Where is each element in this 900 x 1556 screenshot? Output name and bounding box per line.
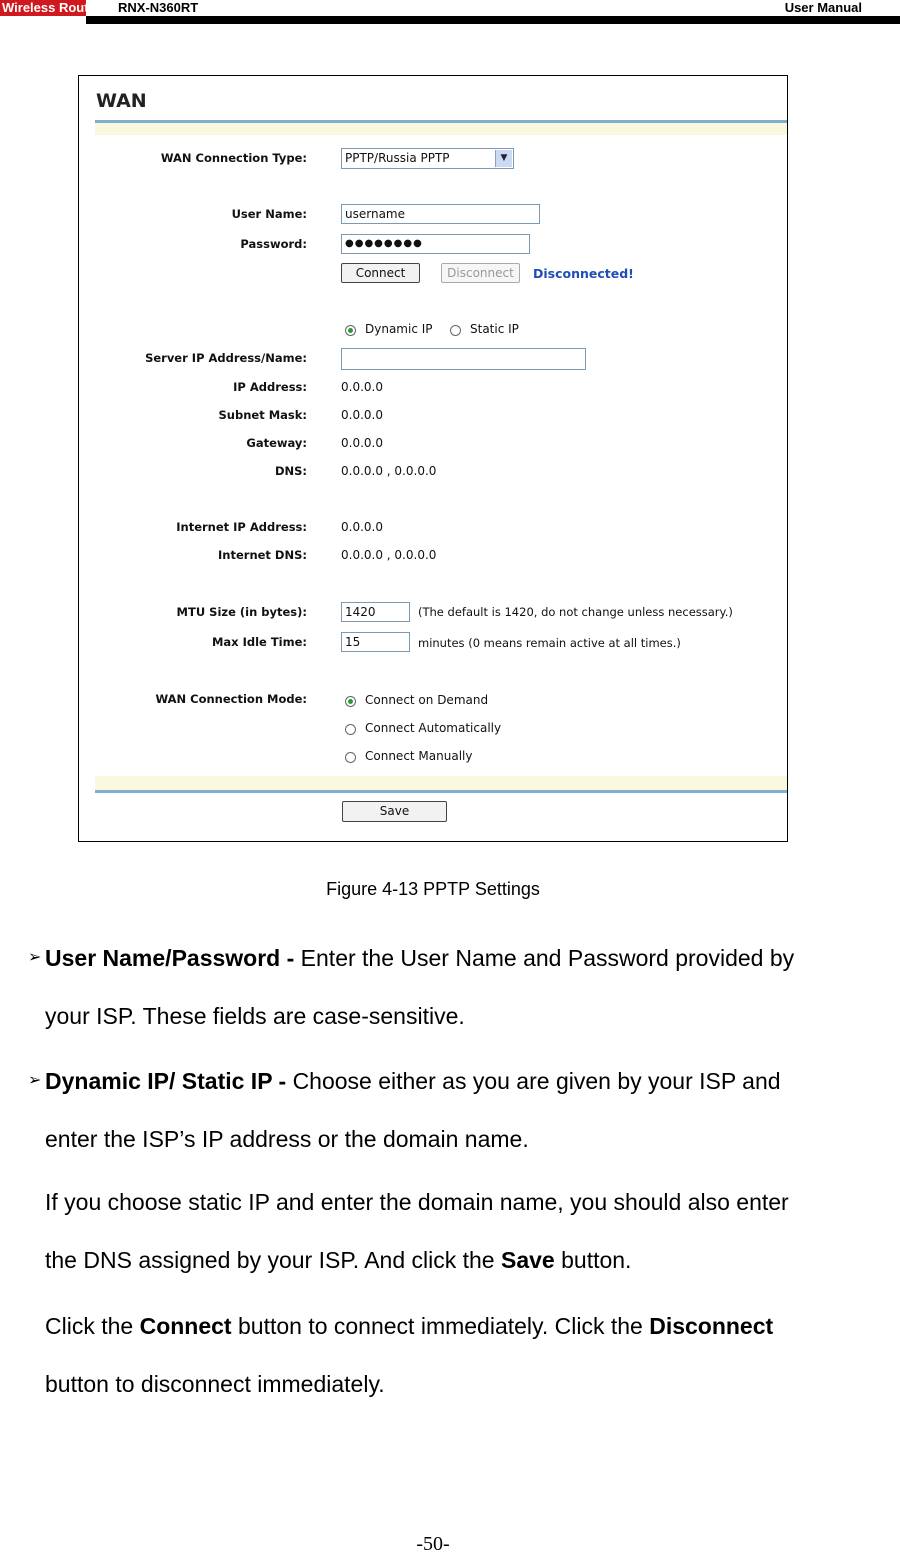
header-product: Wireless Router [2,0,101,15]
connection-status: Disconnected! [533,266,634,281]
wan-title: WAN [96,90,147,112]
top-band [95,123,787,135]
mode-demand-label: Connect on Demand [365,693,489,707]
connection-type-value: PPTP/Russia PPTP [345,151,450,165]
header-manual: User Manual [784,0,862,15]
username-input[interactable]: username [341,204,540,224]
mtu-hint: (The default is 1420, do not change unless necessary.) [418,605,733,619]
para4-pre: Click the [45,1313,140,1339]
connection-type-label: WAN Connection Type: [160,151,307,165]
password-input[interactable]: ●●●●●●●● [341,234,530,254]
username-label: User Name: [231,207,307,221]
figure-caption: Figure 4-13 PPTP Settings [326,879,540,899]
wan-screenshot [78,75,788,842]
para3-pre: the DNS assigned by your ISP. And click the [45,1247,501,1273]
static-ip-label: Static IP [470,322,519,336]
internet-dns-value: 0.0.0.0 , 0.0.0.0 [341,548,437,562]
dns-value: 0.0.0.0 , 0.0.0.0 [341,464,437,478]
para4-bold2: Disconnect [649,1313,774,1339]
chevron-down-icon: ▼ [495,150,512,167]
mode-demand-radio[interactable] [345,696,356,707]
para3-bold: Save [501,1247,555,1273]
para1-line1 [45,943,794,973]
internet-dns-label: Internet DNS: [218,548,307,562]
password-label: Password: [240,237,307,251]
connect-button[interactable]: Connect [341,263,420,283]
dns-label: DNS: [274,464,307,478]
header-bar [86,16,900,24]
mtu-label: MTU Size (in bytes): [176,605,307,619]
para1-bold: User Name/Password - [45,945,301,971]
server-input[interactable] [341,348,586,370]
para3-post: button. [554,1247,632,1273]
para2-line2: enter the ISP’s IP address or the domain name. [45,1126,529,1152]
mode-auto-radio[interactable] [345,724,356,735]
para3-line2 [45,1245,631,1275]
bottom-band [95,776,787,790]
mode-manual-label: Connect Manually [365,749,473,763]
bullet-icon: ➢ [28,949,42,966]
mode-label: WAN Connection Mode: [155,692,307,706]
gateway-value: 0.0.0.0 [341,436,383,450]
bullet-icon: ➢ [28,1072,42,1089]
save-button[interactable]: Save [342,801,447,822]
para2-bold: Dynamic IP/ Static IP - [45,1068,293,1094]
subnet-value: 0.0.0.0 [341,408,383,422]
subnet-label: Subnet Mask: [218,408,307,422]
internet-ip-label: Internet IP Address: [176,520,307,534]
internet-ip-value: 0.0.0.0 [341,520,383,534]
disconnect-button[interactable]: Disconnect [441,263,520,283]
idle-hint: minutes (0 means remain active at all times.) [418,636,681,650]
dynamic-ip-radio[interactable] [345,325,356,336]
para4-bold1: Connect [139,1313,232,1339]
mtu-input[interactable]: 1420 [341,602,410,622]
ip-label: IP Address: [233,380,307,394]
mode-manual-radio[interactable] [345,752,356,763]
para4-line1 [45,1311,773,1341]
server-label: Server IP Address/Name: [145,351,307,365]
header-model: RNX-N360RT [118,0,199,15]
connection-type-select[interactable] [341,148,514,169]
static-ip-radio[interactable] [450,325,461,336]
para4-mid: button to connect immediately. Click the [231,1313,650,1339]
page-header [0,0,900,24]
mode-auto-label: Connect Automatically [365,721,502,735]
para4-line2: button to disconnect immediately. [45,1371,385,1397]
idle-input[interactable]: 15 [341,632,410,652]
page-number: -50- [416,1533,450,1555]
ip-value: 0.0.0.0 [341,380,383,394]
para2-line1 [45,1066,781,1096]
para3-line1: If you choose static IP and enter the domain name, you should also enter [45,1189,789,1215]
gateway-label: Gateway: [246,436,307,450]
para2-text-a: Choose either as you are given by your ISP and [292,1068,781,1094]
para1-line2: your ISP. These fields are case-sensitive. [45,1003,465,1029]
dynamic-ip-label: Dynamic IP [365,322,433,336]
bottom-rule [95,790,787,793]
idle-label: Max Idle Time: [211,635,307,649]
para1-text-a: Enter the User Name and Password provided by [300,945,795,971]
